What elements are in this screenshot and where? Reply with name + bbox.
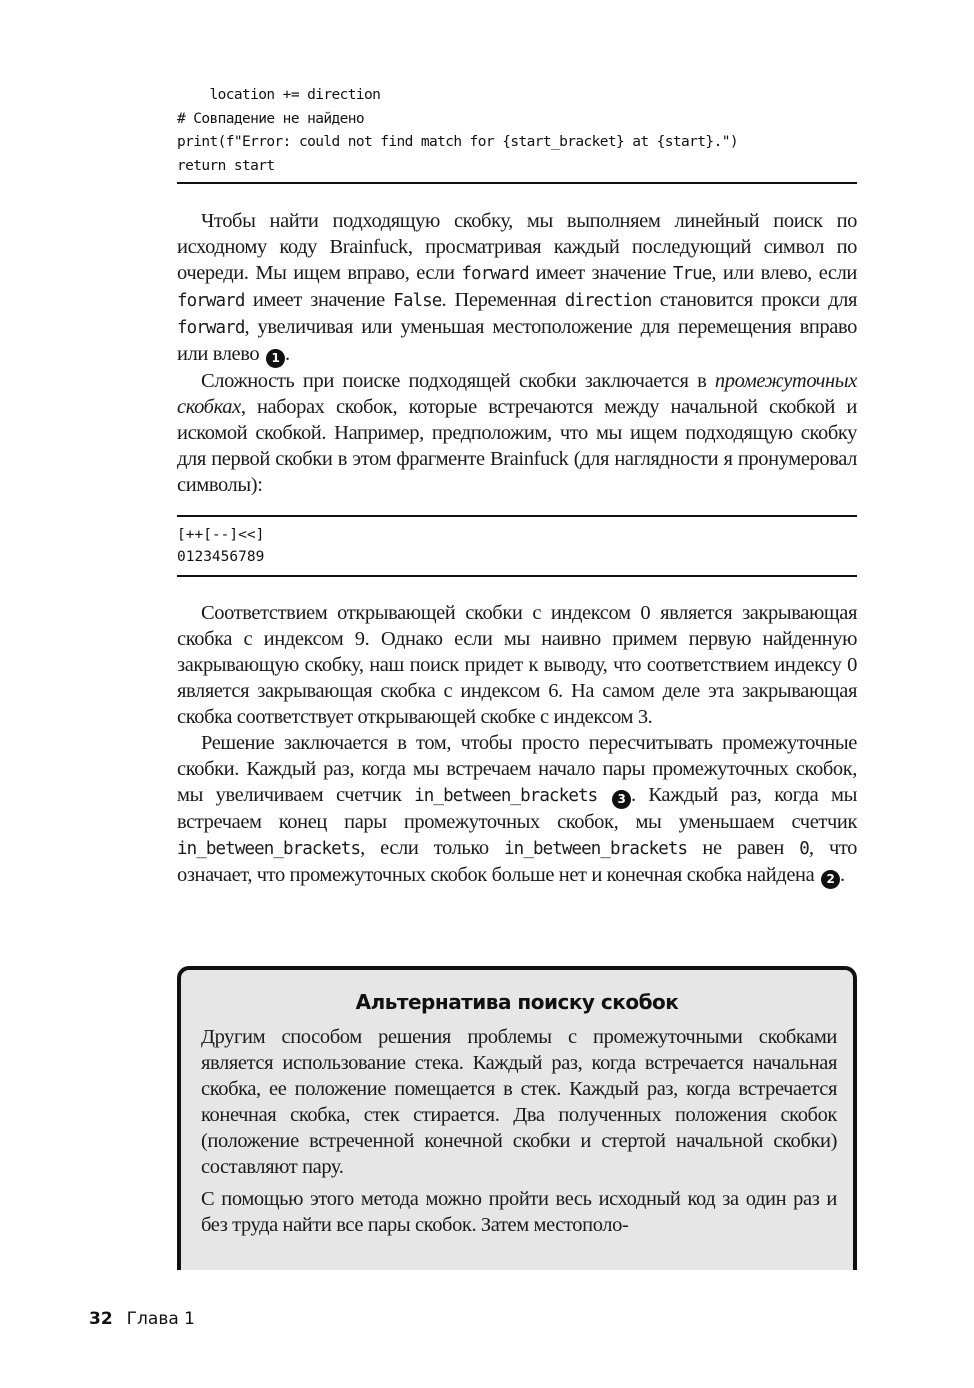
snippet-bottom-rule xyxy=(177,575,857,577)
paragraph-naive-match: Соответствием открывающей скобки с индексом 0 является закрывающая скобка с индексом 9. Однако если мы наивно примем первую найденную закрывающую скобку, наш поиск придет к выводу, что соответствием индексу 0 является закрывающая скобка с индексом 6. На самом деле эта закрывающая скобка соответствует открывающей скобке с индексом 3. xyxy=(177,602,857,728)
text-run: Решение заключается в том, чтобы просто пересчитывать промежуточные скобки. Каждый раз, когда мы встречаем начало пары промежуточных скобок, мы увеличиваем счетчик xyxy=(177,732,857,806)
text-run: , если только xyxy=(360,837,505,859)
code-listing-bottom-rule xyxy=(177,182,857,184)
code-line: return start xyxy=(177,157,275,174)
snippet-index-line: 0123456789 xyxy=(177,549,265,565)
code-line: location += direction xyxy=(177,87,381,103)
callout-marker-icon: 3 xyxy=(612,790,631,809)
inline-code: forward xyxy=(177,318,245,338)
text-run: становится прокси для xyxy=(651,289,858,311)
inline-code: in_between_brackets xyxy=(504,839,688,859)
callout-marker-icon: 2 xyxy=(821,870,840,889)
text-run: . xyxy=(840,864,845,886)
code-comment-line: # Совпадение не найдено xyxy=(177,110,364,127)
emphasis-term: промежуточных скобках xyxy=(177,370,857,418)
inline-code: 0 xyxy=(799,839,809,859)
text-run: Сложность при поиске подходящей скобки заключается в xyxy=(201,370,715,392)
sidebar-paragraph: Другим способом решения проблемы с промежуточными скобками является использование стека. Каждый раз, когда встречается начальная скобка, ее положение помещается в стек. Каждый раз, когда встречается конечная скобка, стек стирается. Два полученных положения скобок (положение встреченной конечной скобки и стертой начальной скобки) составляют пару. xyxy=(201,1026,837,1178)
paragraph-linear-search xyxy=(177,208,857,368)
snippet-top-rule xyxy=(177,515,857,517)
paragraph-solution xyxy=(177,730,857,889)
brainfuck-snippet xyxy=(177,524,857,568)
text-run: , увеличивая или уменьшая местоположение для перемещения вправо или влево xyxy=(177,316,857,365)
snippet-code-line: [++[--]<<] xyxy=(177,527,265,543)
code-listing xyxy=(177,84,857,178)
callout-marker-icon: 1 xyxy=(266,349,285,368)
inline-code: forward xyxy=(461,264,529,284)
text-run: имеет значение xyxy=(528,262,673,284)
text-run: имеет значение xyxy=(244,289,394,311)
body-text-section-1 xyxy=(177,208,857,498)
sidebar-paragraph: С помощью этого метода можно пройти весь исходный код за один раз и без труда найти все пары скобок. Затем местополо- xyxy=(201,1188,837,1236)
text-run: . xyxy=(284,343,290,365)
page-footer xyxy=(89,1309,195,1329)
inline-code: in_between_brackets xyxy=(177,839,361,859)
chapter-label: Глава 1 xyxy=(126,1309,195,1329)
text-run: . Переменная xyxy=(441,289,565,311)
inline-code: True xyxy=(672,264,712,284)
text-run: . Каждый раз, когда мы встречаем конец пары промежуточных скобок, мы уменьшаем счетчик xyxy=(177,784,857,833)
inline-code: False xyxy=(393,291,442,311)
text-run: , наборах скобок, которые встречаются между начальной скобкой и искомой скобкой. Например, предположим, что мы ищем подходящую скобку для первой скобки в этом фрагменте Brainfuck (для наглядности я пронумеровал символы): xyxy=(177,396,857,496)
inline-code: direction xyxy=(564,291,652,311)
sidebar-body xyxy=(201,1024,837,1238)
paragraph-intermediate-brackets xyxy=(177,368,857,498)
sidebar-box xyxy=(177,966,857,1270)
body-text-section-2 xyxy=(177,600,857,889)
text-run: , или влево, если xyxy=(711,262,858,284)
sidebar-title: Альтернатива поиску скобок xyxy=(355,990,679,1014)
inline-code: in_between_brackets xyxy=(414,786,598,806)
text-run: не равен xyxy=(687,837,800,859)
text-run: Чтобы найти подходящую скобку, мы выполняем линейный поиск по исходному коду Brainfuck, просматривая каждый последующий символ по очереди. Мы ищем вправо, если xyxy=(177,210,857,284)
page-number: 32 xyxy=(89,1309,113,1329)
inline-code: forward xyxy=(177,291,245,311)
text-run: , что означает, что промежуточных скобок больше нет и конечная скобка найдена xyxy=(177,837,857,886)
code-line: print(f"Error: could not find match for {start_bracket} at {start}.") xyxy=(177,134,738,150)
